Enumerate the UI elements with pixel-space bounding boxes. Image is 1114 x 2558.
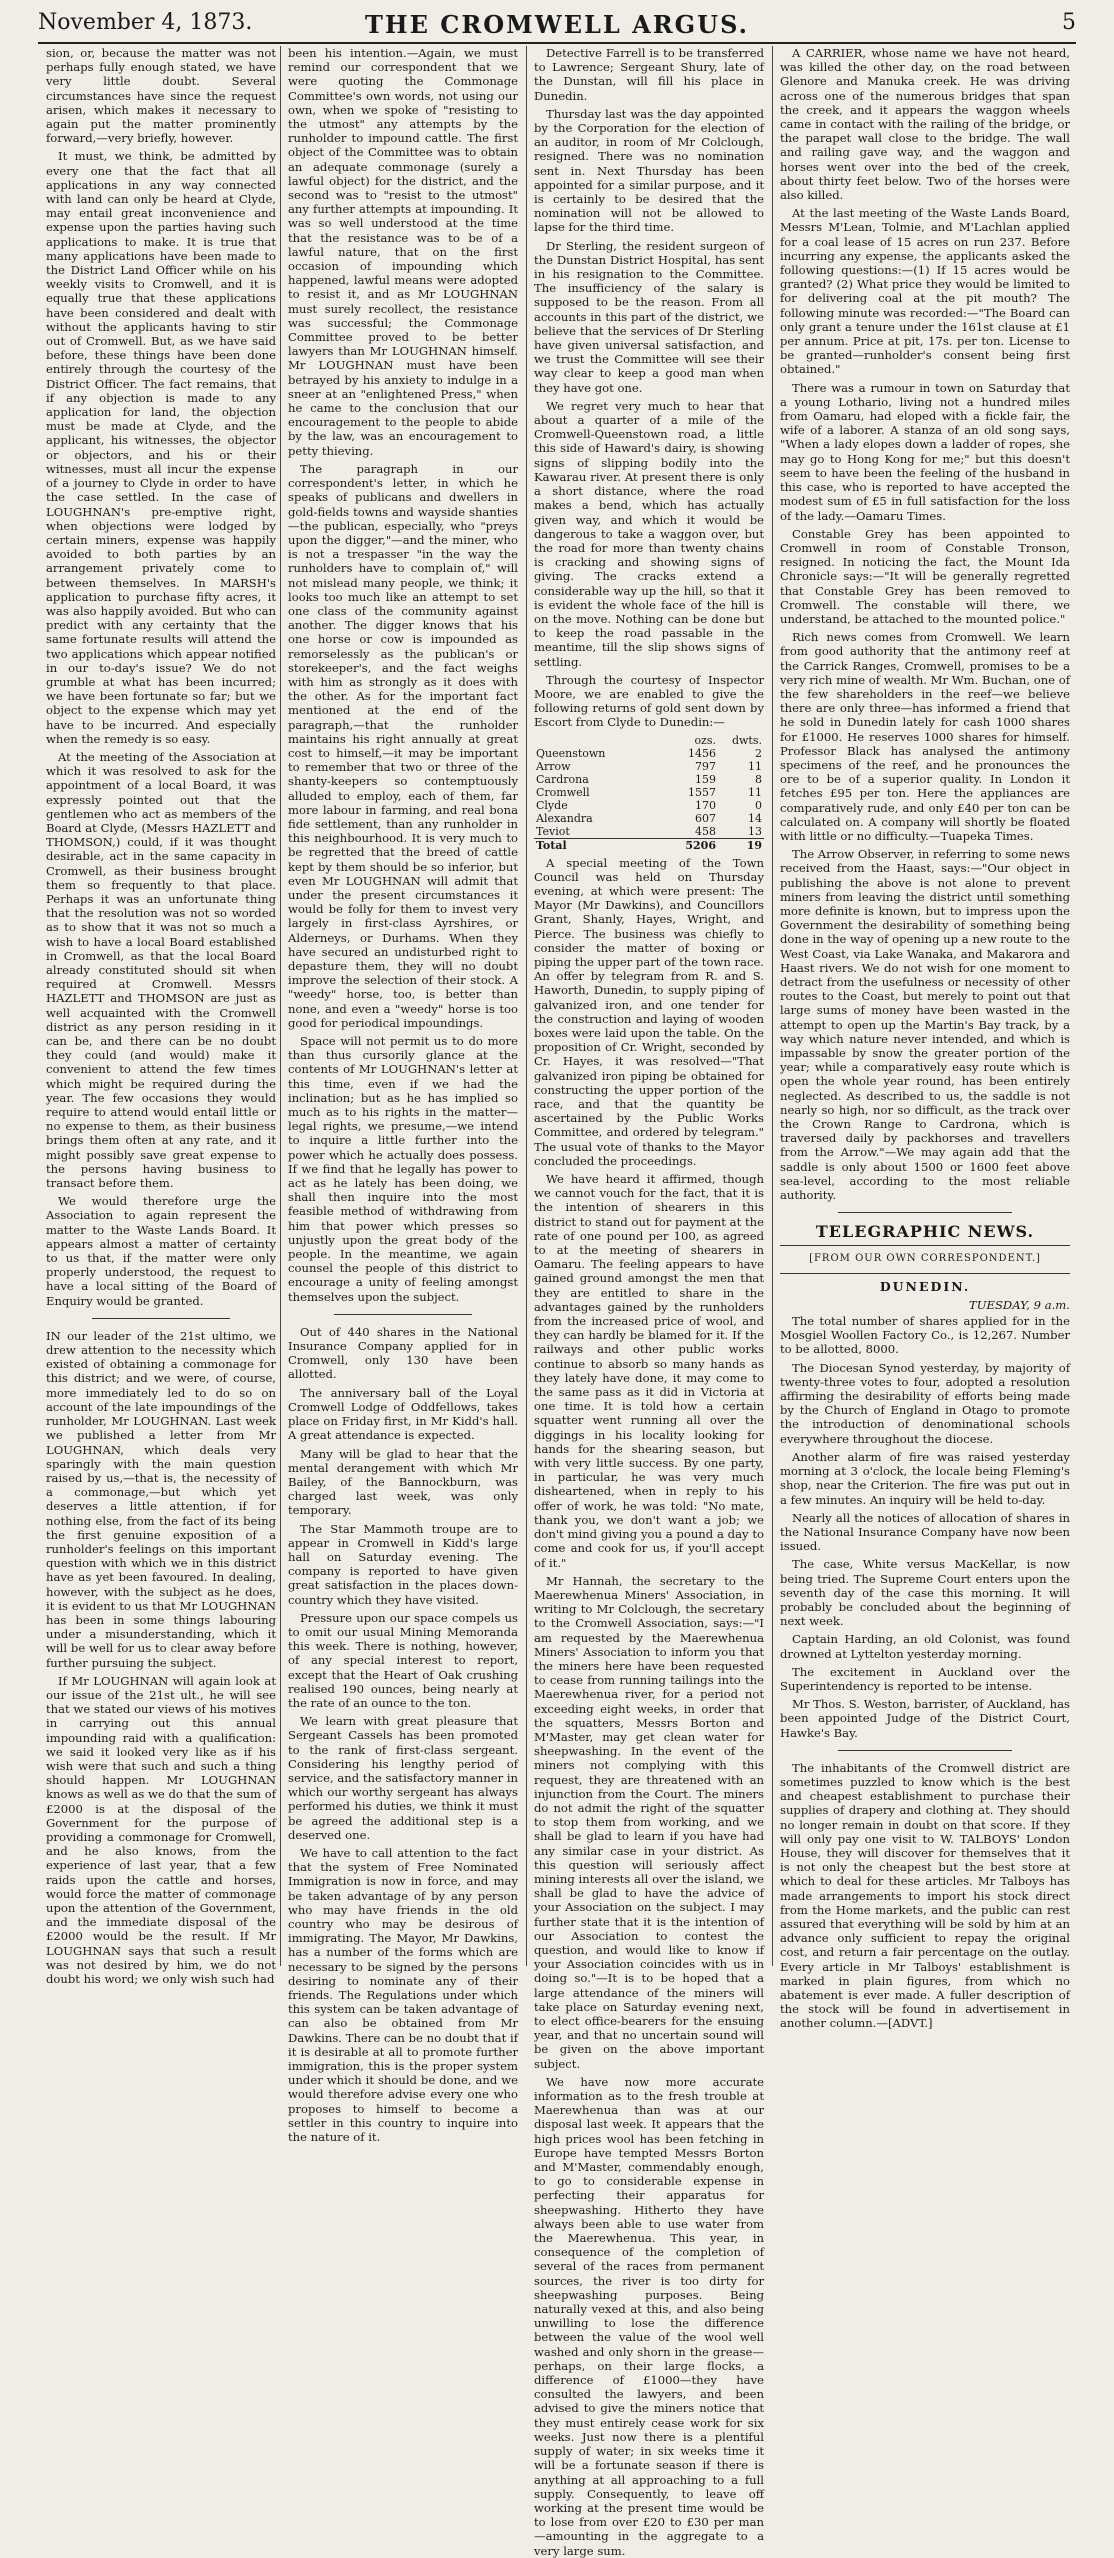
telegram-item: Another alarm of fire was raised yesterday morning at 3 o'clock, the locale being Fleming's shop, near the Criterion. The fire was put out in a few minutes. An inquiry will be held to-day. [780,1449,1070,1507]
news-item: Out of 440 shares in the National Insurance Company applied for in Cromwell, only 130 have been allotted. [288,1324,518,1382]
news-item: Mr Hannah, the secretary to the Maerewhenua Miners' Association, in writing to Mr Colclough, the secretary to the Cromwell Association, says:—"I am requested by the Maerewhenua Miners' Association to inform you that the miners here have been requested to cease from running tailings into the Maerewhenua river, for a period not exceeding eight weeks, in order that the squatters, Messrs Borton and M'Master, may get clean water for sheepwashing. In the event of the miners not complying with this request, they are threatened with an injunction from the Court. The miners do not admit the right of the squatter to stop them from working, and we shall be glad to learn if you have had any similar case in your district. As this question will seriously affect mining interests all over the island, we shall be glad to have the advice of your Association on the subject. I may further state that it is the intention of our Association to contest the question, and would like to know if your Association coincides with us in doing so."—It is to be hoped that a large attendance of the miners will take place on Saturday evening next, to elect office-bearers for the ensuing year, and that no uncertain sound will be given on the above important subject. [534,1573,764,2071]
news-item: Through the courtesy of Inspector Moore, we are enabled to give the following returns of gold sent down by Escort from Clyde to Dunedin:— [534,672,764,730]
advertisement-paragraph: The inhabitants of the Cromwell district are sometimes puzzled to know which is the best and cheapest establishment to purchase their supplies of drapery and clothing at. They should no longer remain in doubt on that score. If they will only pay one visit to W. TALBOYS' London House, they will discover for themselves that it is not only the cheapest but the best store at which to deal for these articles. Mr Talboys has made arrangements to import his stock direct from the Home markets, and the public can rest assured that everything will be sold by him at an advance only sufficient to repay the original cost, and return a fair percentage on the outlay. Every article in Mr Talboys' establishment is marked in plain figures, from which no abatement is ever made. A fuller description of the stock will be found in advertisement in another column.—[ADVT.] [780,1760,1070,2031]
article-paragraph: At the meeting of the Association at which it was resolved to ask for the appointment of a local Board, it was expressly pointed out that the gentlemen who act as members of the Board at Clyde, (Messrs HAZLETT and THOMSON,) could, if it was thought desirable, act in the same capacity in Cromwell, as their business brought them so frequently to that place. Perhaps it was an unfortunate thing that the resolution was not so worded as to show that it was not so much a wish to have a local Board established in Cromwell, as that the local Board already constituted should sit when required at Cromwell. Messrs HAZLETT and THOMSON are just as well acquainted with the Cromwell district as any person residing in it can be, and there can be no doubt they could (and would) make it convenient to attend the few times which might be required during the year. The few occasions they would require to attend would entail little or no expense to them, as their business brings them often at any rate, and it might possibly save great expense to the persons having business to transact before them. [46,749,276,1191]
page-number: 5 [1062,10,1076,35]
article-paragraph: been his intention.—Again, we must remind our correspondent that we were quoting the Commonage Committee's own words, not using our own, when we spoke of "resisting to the utmost" any attempts by the runholder to impound cattle. The first object of the Committee was to obtain an adequate commonage (surely a lawful object) for the district, and the second was to "resist to the utmost" any further attempts at impounding. It was so well understood at the time that the resistance was to be of a lawful nature, that on the first occasion of impounding which happened, lawful means were adopted to resist it, and as Mr LOUGHNAN must surely recollect, the resistance was successful; the Commonage Committee proved to be better lawyers than Mr LOUGHNAN himself. Mr LOUGHNAN must have been betrayed by his anxiety to indulge in a sneer at an "enlightened Press," when he came to the conclusion that our encouragement to the people to abide by the law, was an encouragement to petty thieving. [288,46,518,458]
table-row: Clyde 170 0 [536,798,762,812]
newspaper-title: THE CROMWELL ARGUS. [365,10,749,39]
news-item: Constable Grey has been appointed to Cromwell in room of Constable Tronson, resigned. In noticing the fact, the Mount Ida Chronicle says:—"It will be generally regretted that Constable Grey has been removed to Cromwell. The constable will there, we understand, be attached to the mounted police." [780,526,1070,626]
news-item: There was a rumour in town on Saturday that a young Lothario, living not a hundred miles from Oamaru, had eloped with a fickle fair, the wife of a laborer. A stanza of an old song says, "When a lady elopes down a ladder of ropes, she may go to Hong Kong for me;" but this doesn't seem to have been the feeling of the husband in this case, who is reported to have accepted the modest sum of £5 in full satisfaction for the loss of the lady.—Oamaru Times. [780,380,1070,523]
table-row: Cromwell 1557 11 [536,785,762,799]
section-heading: TELEGRAPHIC NEWS. [815,1222,1035,1242]
table-row: Teviot 458 13 [536,824,762,838]
article-paragraph: IN our leader of the 21st ultimo, we drew attention to the necessity which existed of obtaining a commonage for this district; and we were, of course, more immediately led to do so on account of the late impoundings of the runholder, Mr LOUGHNAN. Last week we published a letter from Mr LOUGHNAN, which deals very sparingly with the main question raised by us,—that is, the necessity of a commonage,—but which yet deserves a little attention, if for nothing else, from the fact of its being the first genuine exposition of a runholder's feelings on this important question with which we in this district have as yet been favoured. In dealing, however, with the subject as he does, it is evident to us that Mr LOUGHNAN has been in some things labouring under a misunderstanding, which it will be well for us to clear away before further pursuing the subject. [46,1328,276,1670]
telegram-item: The case, White versus MacKellar, is now being tried. The Supreme Court enters upon the seventh day of the case this morning. It will probably be concluded about the beginning of next week. [780,1557,1070,1629]
table-row: Queenstown 1456 2 [536,746,762,760]
column-2 [288,46,518,2145]
news-item: A special meeting of the Town Council was held on Thursday evening, at which were present: The Mayor (Mr Dawkins), and Councillors Grant, Shanly, Hayes, Wright, and Pierce. The business was chiefly to consider the matter of boxing or piping the upper part of the town race. An offer by telegram from R. and S. Haworth, Dunedin, to supply piping of galvanized iron, and one tender for the construction and laying of wooden boxes were laid upon the table. On the proposition of Cr. Wright, seconded by Cr. Hayes, it was resolved—"That galvanized iron piping be obtained for constructing the upper portion of the race, and that the quantity be ascertained by the Public Works Committee, and ordered by telegram." The usual vote of thanks to the Mayor concluded the proceedings. [534,855,764,1168]
news-item: Pressure upon our space compels us to omit our usual Mining Memoranda this week. There is nothing, however, of any special interest to report, except that the Heart of Oak crushing realised 190 ounces, being nearly at the rate of an ounce to the ton. [288,1610,518,1710]
news-item: Detective Farrell is to be transferred to Lawrence; Sergeant Shury, late of the Dunstan, will fill his place in Dunedin. [534,46,764,103]
table-row: Alexandra 607 14 [536,811,762,825]
news-item: A CARRIER, whose name we have not heard, was killed the other day, on the road between Glenore and Manuka creek. He was driving across one of the numerous bridges that span the creek, and it appears the waggon wheels came in contact with the railing of the bridge, or the parapet wall close to the bridge. The wall and railing gave way, and the waggon and horses went over into the bed of the creek, about thirty feet below. Two of the horses were also killed. [780,46,1070,203]
telegram-item: Nearly all the notices of allocation of shares in the National Insurance Company have now been issued. [780,1510,1070,1554]
divider [334,1314,472,1315]
byline: [FROM OUR OWN CORRESPONDENT.] [809,1253,1041,1265]
news-item: We have heard it affirmed, though we cannot vouch for the fact, that it is the intention of shearers in this district to stand out for payment at the rate of one pound per 100, as agreed to at the meeting of shearers in Oamaru. The feeling appears to have gained ground amongst the men that they are entitled to share in the advantages gained by the runholders from the increased price of wool, and they can hardly be blamed for it. If the railways and other public works continue to absorb so many hands as they lately have done, it may come to the same pass as it did in Victoria at one time. It is told how a certain squatter went running all over the diggings in his locality looking for hands for the shearing season, but with very little success. By one party, in particular, he was very much disheartened, when in reply to his offer of work, he was told: "No mate, thank you, we don't want a job; we don't mind giving you a pound a day to come and cook for us, if you'll accept of it." [534,1172,764,1570]
byline-box [780,1245,1070,1273]
column-1 [46,46,276,1987]
divider [838,1750,1012,1751]
news-item: We learn with great pleasure that Sergeant Cassels has been promoted to the rank of first-class sergeant. Considering his lengthy period of service, and the satisfactory manner in which our worthy sergeant has always performed his duties, we think it must be agreed the additional step is a deserved one. [288,1714,518,1842]
news-item: We have to call attention to the fact that the system of Free Nominated Immigration is now in force, and may be taken advantage of by any person who may have friends in the old country who may be desirous of immigrating. The Mayor, Mr Dawkins, has a number of the forms which are necessary to be signed by the persons desiring to nominate any of their friends. The Regulations under which this system can be taken advantage of can also be obtained from Mr Dawkins. There can be no doubt that if it is desirable at all to promote further immigration, this is the proper system under which it should be done, and we would therefore advise every one who proposes to himself to become a settler in this country to inquire into the nature of it. [288,1845,518,2145]
dateline-city: DUNEDIN. [879,1278,971,1294]
article-paragraph: Space will not permit us to do more than thus cursorily glance at the contents of Mr LOUGHNAN's letter at this time, even if we had the inclination; but as he has implied so much as to his rights in the matter—legal rights, we presume,—we intend to inquire a little further into the power which he actually does possess. If we find that he legally has power to act as he lately has been doing, we shall then inquire into the most feasible method of withdrawing from him that power which presses so unjustly upon the great body of the people. In the meantime, we again counsel the people of this district to encourage a unity of feeling amongst themselves upon the subject. [288,1034,518,1304]
article-paragraph: We would therefore urge the Association to again represent the matter to the Waste Lands Board. It appears almost a matter of certainty to us that, if the matter were only properly understood, the request to have a local sitting of the Board of Enquiry would be granted. [46,1194,276,1308]
masthead [38,8,1076,44]
news-item: We regret very much to hear that about a quarter of a mile of the Cromwell-Queenstown road, a little this side of Haward's dairy, is showing signs of slipping bodily into the Kawarau river. At present there is only a short distance, where the road makes a bend, which has actually given way, and which it would be dangerous to take a waggon over, but the road for more than twenty chains is cracking and showing signs of giving. The cracks extend a considerable way up the hill, so that it is evident the whole face of the hill is on the move. Nothing can be done but to keep the road passable in the meantime, till the slip shows signs of settling. [534,398,764,669]
news-item: The Arrow Observer, in referring to some news received from the Haast, says:—"Our object in publishing the above is not alone to prevent miners from leaving the district until something more definite is known, but to impress upon the Government the desirability of something being done in the way of opening up a new route to the West Coast, via Lake Wanaka, and Makarora and Haast rivers. We do not wish for one moment to detract from the usefulness or necessity of other routes to the Coast, but merely to point out that large sums of money have been wasted in the attempt to open up the Martin's Bay track, by a way which nature never intended, and which is impassable by snow the greater portion of the year; while a comparatively easy route which is open the whole year round, has been entirely neglected. As described to us, the saddle is not nearly so high, nor so difficult, as the track over the Crown Range to Cardrona, which is traversed daily by packhorses and travellers from the Arrow."—We may again add that the saddle is only about 1500 or 1600 feet above sea-level, according to the most reliable authority. [780,847,1070,1203]
column-rule [526,46,527,1966]
telegram-item: Mr Thos. S. Weston, barrister, of Auckland, has been appointed Judge of the District Court, Hawke's Bay. [780,1697,1070,1740]
news-item: We have now more accurate information as to the fresh trouble at Maerewhenua than was at our disposal last week. It appears that the high prices wool has been fetching in Europe have tempted Messrs Borton and M'Master, commendably enough, to go to considerable expense in perfecting their apparatus for sheepwashing. Hitherto they have always been able to use water from the Maerewhenua. This year, in consequence of the completion of several of the races from permanent sources, the river is too dirty for sheepwashing purposes. Being naturally vexed at this, and also being unwilling to lose the difference between the value of the wool well washed and only shorn in the grease—perhaps, on their large flocks, a difference of £1000—they have consulted the lawyers, and been advised to give the miners notice that they must entirely cease work for six weeks. Just now there is a plentiful supply of water; in six weeks time it will be a fortunate season if there is anything at all approaching to a full supply. Consequently, to leave off working at the present time would be to lose from over £20 to £30 per man—amounting in the aggregate to a very large sum. [534,2074,764,2558]
news-item: Rich news comes from Cromwell. We learn from good authority that the antimony reef at the Carrick Ranges, Cromwell, promises to be a very rich mine of wealth. Mr Wm. Buchan, one of the few shareholders in the reef—we believe there are only three—has informed a friend that he sold in Dunedin lately for cash 1000 shares for £1000. He reserves 1000 shares for himself. Professor Black has analysed the antimony specimens of the reef, and he pronounces the ore to be of a superior quality. In London it fetches £95 per ton. Here the appliances are comparatively rude, and only £40 per ton can be calculated on. A company will shortly be floated with little or no difficulty.—Tuapeka Times. [780,630,1070,843]
article-paragraph: The paragraph in our correspondent's letter, in which he speaks of publicans and dwellers in gold-fields towns and wayside shanties—the publican, especially, who "preys upon the digger,"—and the miner, who is not a trespasser "in the way the runholders have to complain of," will not mislead many people, we think; it looks too much like an attempt to set one class of the community against another. The digger knows that his one horse or cow is impounded as remorselessly as the publican's or storekeeper's, and the fact weighs with him as strongly as it does with the other. As for the important fact mentioned at the end of the paragraph,—that the runholder maintains his right annually at great cost to himself,—it may be important to remember that two or three of the shanty-keepers so contemptuously alluded to employ, each of them, far more labour in farming, and real bona fide settlement, than any runholder in this neighbourhood. It is very much to be regretted that the breed of cattle kept by them should be so inferior, but even Mr LOUGHNAN will admit that under the present circumstances it would be folly for them to invest very largely in first-class Ayrshires, or Alderneys, or Durhams. When they have secured an undisturbed right to depasture them, they will no doubt improve the selection of their stock. A "weedy" horse, too, is better than none, and even a "weedy" horse is too good for periodical impoundings. [288,461,518,1030]
table-row: Cardrona 159 8 [536,772,762,786]
article-paragraph: It must, we think, be admitted by every one that the fact that all applications in any way connected with land can only be heard at Clyde, may entail great inconvenience and expense upon the parties having such applications to make. It is true that many applications have been made to the District Land Officer while on his weekly visits to Cromwell, and it is equally true that these applications have been considered and dealt with without the applicants having to stir out of Cromwell. But, as we have said before, these things have been done entirely through the courtesy of the District Officer. The fact remains, that if any objection is made to any application for land, the objection must be made at Clyde, and the applicant, his witnesses, the objector or objectors, and his or their witnesses, must all incur the expense of a journey to Clyde in order to have the case settled. In the case of LOUGHNAN's pre-emptive right, when objections were lodged by certain miners, expense was happily avoided to both parties by an arrangement privately come to between themselves. In MARSH's application to purchase fifty acres, it was also happily avoided. But who can predict with any certainty that the same fortunate results will attend the two applications which appear notified in our to-day's issue? We do not grumble at what has been incurred; we have been fortunate so far; but we object to the expense which may yet have to be incurred. And especially when the remedy is so easy. [46,149,276,746]
table-header: dwts. [731,733,762,747]
article-paragraph: sion, or, because the matter was not perhaps fully enough stated, we have very little doubt. Several circumstances have since the request arisen, which makes it necessary to again put the matter prominently forward,—very briefly, however. [46,46,276,146]
escort-returns-table [534,734,764,852]
column-rule [280,46,281,1966]
column-rule [772,46,773,1966]
news-item: The Star Mammoth troupe are to appear in Cromwell in Kidd's large hall on Saturday evening. The company is reported to have given great satisfaction in the places down-country which they have visited. [288,1521,518,1607]
news-item: Many will be glad to hear that the mental derangement with which Mr Bailey, of the Bannockburn, was charged last week, was only temporary. [288,1446,518,1518]
telegram-item: Captain Harding, an old Colonist, was found drowned at Lyttelton yesterday morning. [780,1632,1070,1661]
telegram-item: The Diocesan Synod yesterday, by majority of twenty-three votes to four, adopted a resolution affirming the desirability of efforts being made by the Church of England in Otago to promote the introduction of denominational schools everywhere throughout the diocese. [780,1360,1070,1446]
issue-date: November 4, 1873. [38,10,253,35]
column-3 [534,46,764,2558]
dateline-time: TUESDAY, 9 a.m. [969,1297,1070,1312]
divider [838,1212,1012,1213]
table-row: Arrow 797 11 [536,759,762,773]
table-header: ozs. [694,733,716,747]
news-item: At the last meeting of the Waste Lands Board, Messrs M'Lean, Tolmie, and M'Lachlan applied for a coal lease of 15 acres on run 237. Before incurring any expense, the applicants asked the following questions:—(1) If 15 acres would be granted? (2) What price they would be limited to for delivering coal at the pit mouth? The following minute was recorded:—"The Board can only grant a tenure under the 161st clause at £1 per annum. Price at pit, 17s. per ton. License to be granted—runholder's consent being first obtained." [780,206,1070,377]
telegram-item: The total number of shares applied for in the Mosgiel Woollen Factory Co., is 12,267. Number to be allotted, 8000. [780,1314,1070,1357]
article-paragraph: If Mr LOUGHNAN will again look at our issue of the 21st ult., he will see that we stated our views of his motives in carrying out this annual impounding raid with a qualification: we said it looked very like as if his wish were that such and such a thing should happen. Mr LOUGHNAN knows as well as we do that the sum of £2000 is at the disposal of the Government for the purpose of providing a commonage for Cromwell, and he also knows, from the experience of last year, that a few raids upon the cattle and horses, would force the matter of commonage upon the attention of the Government, and the immediate disposal of the £2000 would be the result. If Mr LOUGHNAN says that such a result was not desired by him, we do not doubt his word; we only wish such had [46,1673,276,1987]
divider [92,1318,230,1319]
telegram-item: The excitement in Auckland over the Superintendency is reported to be intense. [780,1664,1070,1693]
column-4 [780,46,1070,2031]
news-item: Dr Sterling, the resident surgeon of the Dunstan District Hospital, has sent in his resignation to the Committee. The insufficiency of the salary is supposed to be the reason. From all accounts in this part of the district, we believe that the services of Dr Sterling have given universal satisfaction, and we trust the Committee will see their way clear to keep a good man when they have got one. [534,238,764,395]
table-total-row: Total 5206 19 [536,838,762,852]
news-item: Thursday last was the day appointed by the Corporation for the election of an auditor, in room of Mr Colclough, resigned. There was no nomination sent in. Next Thursday has been appointed for a similar purpose, and it is certainly to be desired that the nomination will not be allowed to lapse for the third time. [534,106,764,235]
news-item: The anniversary ball of the Loyal Cromwell Lodge of Oddfellows, takes place on Friday first, in Mr Kidd's hall. A great attendance is expected. [288,1385,518,1443]
